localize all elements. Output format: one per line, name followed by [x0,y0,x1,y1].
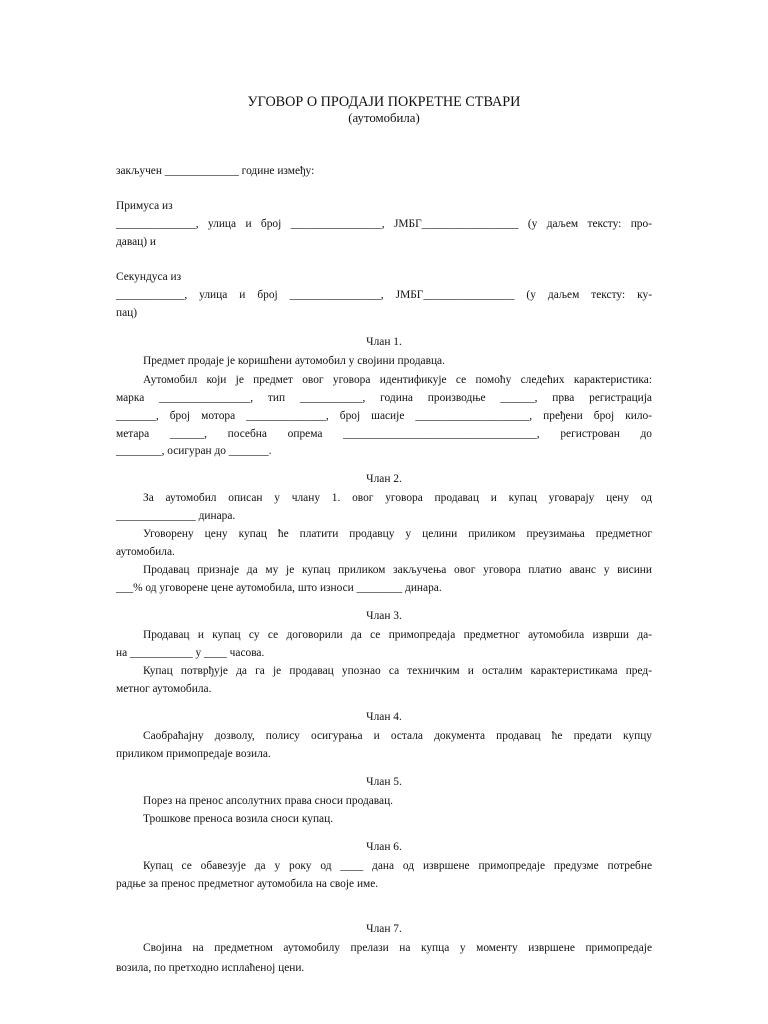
article-4-paragraph-1-line1: Саобраћајну дозволу, полису осигурања и остала документа продавац ће предати купцу [143,730,652,742]
article-1-paragraph-2-line1: Аутомобил који је предмет овог уговора идентификује се помоћу следећих карактеристика: [143,374,652,386]
article-4-heading: Члан 4. [366,711,402,723]
article-2-paragraph-3-line2: ___% од уговорене цене аутомобила, што износи ________ динара. [116,582,442,594]
article-5-heading: Члан 5. [366,776,402,788]
seller-details-line1: ______________, улица и број ________________, ЈМБГ_________________ (у даљем тексту: про- [116,218,652,230]
article-2-paragraph-1-line2: ______________ динара. [116,510,236,522]
article-2-heading: Члан 2. [366,473,402,485]
article-1-heading: Члан 1. [366,336,402,348]
article-2-paragraph-1-line1: За аутомобил описан у члану 1. овог уговора продавац и купац уговарају цену од [143,492,652,504]
article-7-paragraph-1-line1: Својина на предметном аутомобилу прелази на купца у моменту извршене примопредаје [143,942,652,954]
article-1-paragraph-1: Предмет продаје је коришћени аутомобил у својини продавца. [143,355,445,367]
buyer-label: Секундуса из [116,271,182,283]
article-7-heading: Члан 7. [366,923,402,935]
buyer-details-line2: пац) [116,307,138,319]
article-1-paragraph-2-line2: марка ________________, тип ___________, година производње ______, прва регистрација [116,392,652,404]
article-3-paragraph-1-line1: Продавац и купац су се договорили да се примопредаја предметног аутомобила изврши да- [143,629,652,641]
article-3-paragraph-1-line2: на ___________ у ____ часова. [116,647,265,659]
article-6-paragraph-1-line1: Купац се обавезује да у року од ____ дана од извршене примопредаје предузме потребне [143,860,652,872]
article-1-paragraph-2-line5: ________, осигуран до _______. [116,445,272,457]
article-2-paragraph-2-line1: Уговорену цену купац ће платити продавцу у целини приликом преузимања предметног [143,528,652,540]
intro-line: закључен _____________ године између: [116,165,315,177]
article-5-paragraph-2: Трошкове преноса возила сноси купац. [143,813,334,825]
article-1-paragraph-2-line3: _______, број мотора ______________, број шасије ____________________, пређени број кило- [116,410,652,422]
article-3-paragraph-2-line2: метног аутомобила. [116,683,212,695]
document-subtitle: (аутомобила) [348,111,420,125]
article-2-paragraph-3-line1: Продавац признаје да му је купац приликом закључења овог уговора платио аванс у висини [143,564,652,576]
seller-label: Примуса из [116,200,173,212]
article-4-paragraph-1-line2: приликом примопредаје возила. [116,748,271,760]
document-title: УГОВОР О ПРОДАЈИ ПОКРЕТНЕ СТВАРИ [247,94,521,110]
article-7-paragraph-1-line2: возила, по претходно исплаћеној цени. [116,962,305,974]
article-3-heading: Члан 3. [366,610,402,622]
article-5-paragraph-1: Порез на пренос апсолутних права сноси продавац. [143,795,394,807]
article-3-paragraph-2-line1: Купац потврђује да га је продавац упознао са техничким и осталим карактеристикама пред- [143,665,652,677]
buyer-details-line1: ____________, улица и број ________________, ЈМБГ________________ (у даљем тексту: ку- [116,289,652,301]
seller-details-line2: давац) и [116,236,156,248]
article-2-paragraph-2-line2: аутомобила. [116,546,175,558]
article-6-paragraph-1-line2: радње за пренос предметног аутомобила на своје име. [116,878,379,890]
article-1-paragraph-2-line4: метара ______, посебна опрема __________________________________, регистрован до [116,428,652,440]
article-6-heading: Члан 6. [366,841,402,853]
